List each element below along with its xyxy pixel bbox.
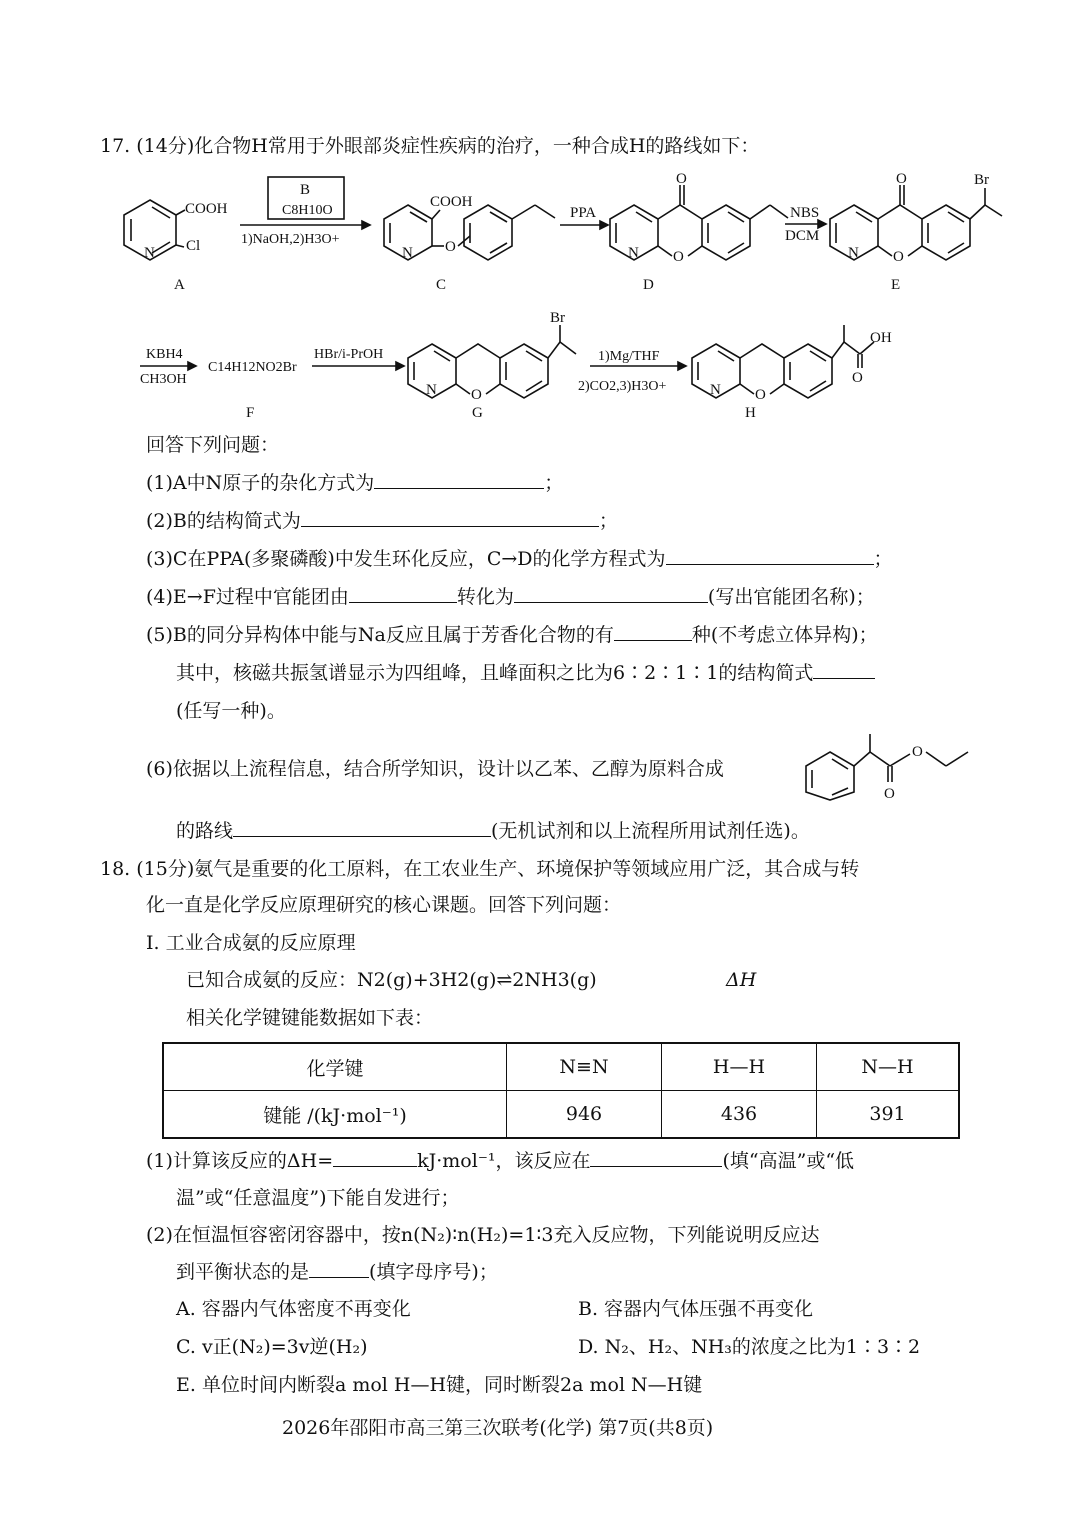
q17-part1 xyxy=(146,470,563,496)
label-a: A xyxy=(174,277,185,293)
box-b: B xyxy=(300,182,311,198)
g-o: O xyxy=(471,387,482,403)
answer-blank[interactable] xyxy=(590,1148,722,1167)
q17-part3 xyxy=(146,546,893,572)
answer-blank[interactable] xyxy=(333,1148,417,1167)
label-c: C xyxy=(436,277,447,293)
q18-part1-text-c: (填“高温”或“低 xyxy=(722,1150,855,1172)
q17-part6: (6)依据以上流程信息，结合所学知识，设计以乙苯、乙醇为原料合成 xyxy=(146,758,724,780)
q18-part2-text-c: (填字母序号)； xyxy=(369,1261,498,1283)
a-cooh: COOH xyxy=(185,201,228,217)
label-d: D xyxy=(643,277,654,293)
q17-part4-text-b: 转化为 xyxy=(456,586,514,608)
q17-part6-text-c: (无机试剂和以上流程所用试剂任选)。 xyxy=(491,820,810,842)
e-br: Br xyxy=(974,172,989,188)
option-c[interactable]: C. v正(N₂)=3v逆(H₂) xyxy=(176,1336,368,1358)
q18-header-line2: 化一直是化学反应原理研究的核心课题。回答下列问题： xyxy=(146,894,622,916)
e-carbonyl-o: O xyxy=(896,171,907,187)
q17-part3-end: ； xyxy=(873,548,893,570)
step1-conditions: 1)NaOH,2)H3O+ xyxy=(241,232,340,247)
ppa-reagent: PPA xyxy=(570,205,597,221)
d-o: O xyxy=(673,249,684,265)
f-formula: C14H12NO2Br xyxy=(208,360,297,375)
label-f: F xyxy=(246,405,255,421)
answer-blank[interactable] xyxy=(374,470,544,489)
box-formula: C8H10O xyxy=(282,203,333,218)
answer-blank[interactable] xyxy=(349,584,457,603)
hbr-reagent: HBr/i-PrOH xyxy=(314,347,384,362)
q17-part2 xyxy=(146,508,618,534)
q17-part2-end: ； xyxy=(598,510,618,532)
table-cell: 键能 /(kJ·mol⁻¹) xyxy=(163,1091,507,1139)
q18-part1-line2: 温”或“任意温度”)下能自发进行； xyxy=(176,1187,460,1209)
q17-part6-line2 xyxy=(176,818,810,844)
target-ester-o: O xyxy=(912,744,923,760)
label-h: H xyxy=(745,405,756,421)
a-cl: Cl xyxy=(186,238,201,254)
q17-part4 xyxy=(146,584,875,610)
h-oh: OH xyxy=(870,330,892,346)
table-header-cell: 化学键 xyxy=(163,1043,507,1091)
reaction-equation: N2(g)+3H2(g)⇌2NH3(g) xyxy=(357,969,597,991)
h-n: N xyxy=(710,382,721,398)
a-n: N xyxy=(144,245,155,261)
e-n: N xyxy=(848,245,859,261)
q17-header: 17. (14分)化合物H常用于外眼部炎症性疾病的治疗，一种合成H的路线如下： xyxy=(100,135,760,157)
q17-part5-text-b: 种(不考虑立体异构)； xyxy=(691,624,878,646)
c-o: O xyxy=(445,239,456,255)
g-br: Br xyxy=(550,310,565,326)
q17-part5-text-a: (5)B的同分异构体中能与Na反应且属于芳香化合物的有 xyxy=(146,624,614,646)
q18-part1 xyxy=(146,1148,854,1174)
q17-part1-end: ； xyxy=(544,472,564,494)
ch3oh-solvent: CH3OH xyxy=(140,372,187,387)
e-o: O xyxy=(893,249,904,265)
q18-part2-text-b: 到平衡状态的是 xyxy=(176,1261,310,1283)
table-row xyxy=(163,1091,959,1139)
q17-part4-text-c: (写出官能团名称)； xyxy=(707,586,875,608)
option-e[interactable]: E. 单位时间内断裂a mol H—H键，同时断裂2a mol N—H键 xyxy=(176,1374,703,1396)
q17-part5-line3: (任写一种)。 xyxy=(176,700,286,722)
answer-blank[interactable] xyxy=(233,818,491,837)
answer-blank[interactable] xyxy=(614,622,692,641)
answer-blank[interactable] xyxy=(301,508,599,527)
h-o: O xyxy=(755,387,766,403)
g-n: N xyxy=(426,382,437,398)
label-g: G xyxy=(472,405,483,421)
table-cell: 946 xyxy=(507,1091,662,1139)
option-b[interactable]: B. 容器内气体压强不再变化 xyxy=(578,1298,814,1320)
q17-intro: 回答下列问题： xyxy=(146,434,280,456)
bond-energy-table xyxy=(162,1042,960,1139)
c-cooh: COOH xyxy=(430,194,473,210)
q18-part2-line2 xyxy=(176,1259,498,1285)
q18-section1: Ⅰ. 工业合成氨的反应原理 xyxy=(146,932,356,954)
reaction-dh: ΔH xyxy=(726,969,757,991)
mg-reagent: 1)Mg/THF xyxy=(598,349,660,364)
table-cell: 436 xyxy=(662,1091,817,1139)
q17-part3-text: (3)C在PPA(多聚磷酸)中发生环化反应，C→D的化学方程式为 xyxy=(146,548,666,570)
option-d[interactable]: D. N₂、H₂、NH₃的浓度之比为1∶3∶2 xyxy=(578,1336,921,1358)
q18-part1-text-b: kJ·mol⁻¹，该反应在 xyxy=(417,1150,591,1172)
answer-blank[interactable] xyxy=(514,584,708,603)
answer-blank[interactable] xyxy=(813,660,875,679)
table-header-cell: N≡N xyxy=(507,1043,662,1091)
target-carbonyl-o: O xyxy=(884,786,895,802)
q17-part5-line2 xyxy=(176,660,875,686)
table-intro: 相关化学键键能数据如下表： xyxy=(186,1007,434,1029)
table-header-row xyxy=(163,1043,959,1091)
q17-part1-text: (1)A中N原子的杂化方式为 xyxy=(146,472,375,494)
d-n: N xyxy=(628,245,639,261)
target-molecule xyxy=(800,722,990,802)
kbh4-reagent: KBH4 xyxy=(146,347,183,362)
page-footer: 2026年邵阳市高三第三次联考(化学) 第7页(共8页) xyxy=(282,1417,714,1439)
label-e: E xyxy=(891,277,901,293)
q18-header-line1: 18. (15分)氨气是重要的化工原料，在工农业生产、环境保护等领域应用广泛，其合成与转 xyxy=(100,858,860,880)
h-carbonyl-o: O xyxy=(852,370,863,386)
table-cell: 391 xyxy=(817,1091,960,1139)
synthesis-scheme xyxy=(0,160,1080,430)
answer-blank[interactable] xyxy=(309,1259,369,1278)
c-n: N xyxy=(402,245,413,261)
q17-part4-text-a: (4)E→F过程中官能团由 xyxy=(146,586,349,608)
q18-reaction xyxy=(186,967,597,993)
table-header-cell: N—H xyxy=(817,1043,960,1091)
q17-part5 xyxy=(146,622,878,648)
q18-part1-text-a: (1)计算该反应的ΔH= xyxy=(146,1150,334,1172)
dcm-solvent: DCM xyxy=(785,228,820,244)
table-header-cell: H—H xyxy=(662,1043,817,1091)
answer-blank[interactable] xyxy=(666,546,874,565)
reaction-prefix: 已知合成氨的反应： xyxy=(186,969,358,991)
q17-part2-text: (2)B的结构简式为 xyxy=(146,510,301,532)
d-carbonyl-o: O xyxy=(676,171,687,187)
option-a[interactable]: A. 容器内气体密度不再变化 xyxy=(176,1298,411,1320)
q17-part5-text-c: 其中，核磁共振氢谱显示为四组峰，且峰面积之比为6∶2∶1∶1的结构简式 xyxy=(176,662,814,684)
q18-part2: (2)在恒温恒容密闭容器中，按n(N₂)∶n(H₂)=1∶3充入反应物，下列能说明反应达 xyxy=(146,1224,820,1246)
q17-part6-text-b: 的路线 xyxy=(176,820,234,842)
co2-reagent: 2)CO2,3)H3O+ xyxy=(578,379,667,394)
nbs-reagent: NBS xyxy=(790,205,820,221)
